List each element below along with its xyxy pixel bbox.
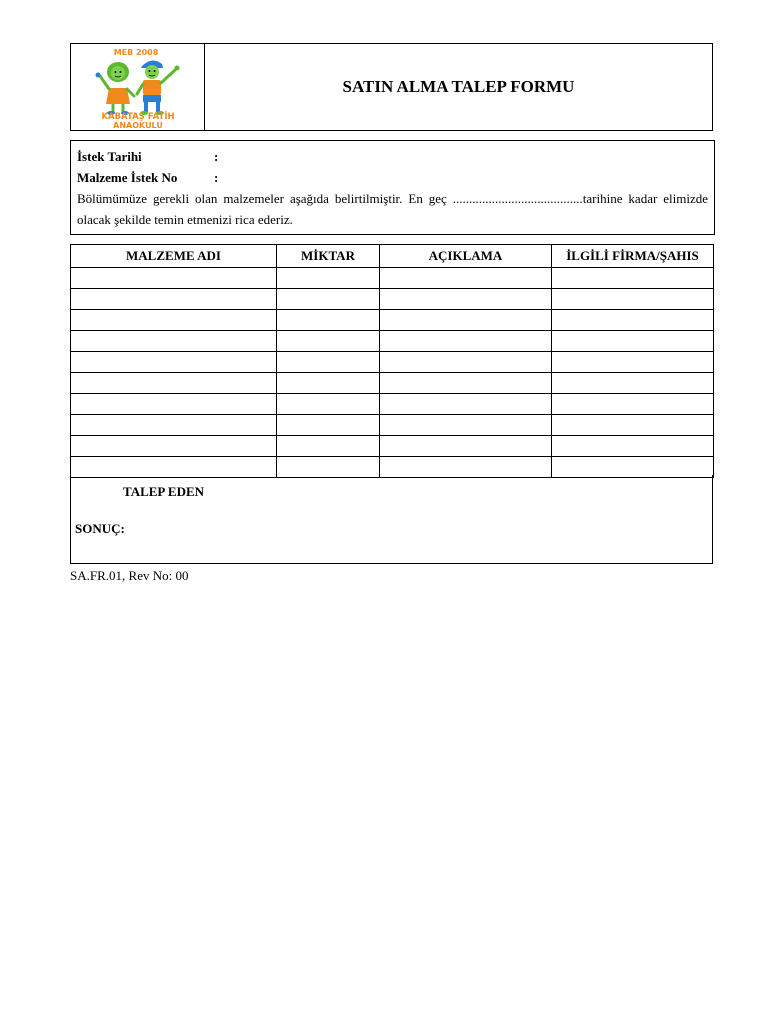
header-related-company: İLGİLİ FİRMA/ŞAHIS xyxy=(552,245,714,268)
table-cell[interactable] xyxy=(380,373,552,394)
table-cell[interactable] xyxy=(71,289,277,310)
table-row xyxy=(71,436,714,457)
table-cell[interactable] xyxy=(277,394,380,415)
table-cell[interactable] xyxy=(552,415,714,436)
table-cell[interactable] xyxy=(71,394,277,415)
request-date-colon: : xyxy=(214,149,219,164)
school-logo-graphic xyxy=(71,44,205,132)
header-description: AÇIKLAMA xyxy=(380,245,552,268)
table-row xyxy=(71,310,714,331)
table-cell[interactable] xyxy=(277,331,380,352)
table-cell[interactable] xyxy=(71,310,277,331)
boy-figure xyxy=(137,60,180,115)
approval-box xyxy=(70,475,713,564)
table-cell[interactable] xyxy=(552,394,714,415)
logo-top-text: MEB 2008 xyxy=(113,48,159,57)
table-cell[interactable] xyxy=(380,394,552,415)
request-no-colon: : xyxy=(214,170,219,185)
table-cell[interactable] xyxy=(552,373,714,394)
table-cell[interactable] xyxy=(380,415,552,436)
table-cell[interactable] xyxy=(380,289,552,310)
table-cell[interactable] xyxy=(380,310,552,331)
table-cell[interactable] xyxy=(71,415,277,436)
form-code: SA.FR.01, Rev No: 00 xyxy=(70,568,189,583)
request-no-label: Malzeme İstek No xyxy=(77,170,178,185)
request-paragraph: Bölümümüze gerekli olan malzemeler aşağıda belirtilmiştir. En geç ........................................tarihine kadar elimizde olacak şekilde temin etmenizi rica ederiz. xyxy=(77,191,708,227)
request-date-label: İstek Tarihi xyxy=(77,149,142,164)
table-cell[interactable] xyxy=(71,373,277,394)
table-row xyxy=(71,373,714,394)
request-date-row xyxy=(77,146,708,167)
table-cell[interactable] xyxy=(277,352,380,373)
table-row xyxy=(71,415,714,436)
table-cell[interactable] xyxy=(277,310,380,331)
logo-name-line1: KABATAŞ FATİH xyxy=(101,112,175,122)
request-no-row xyxy=(77,167,708,188)
table-cell[interactable] xyxy=(552,289,714,310)
table-cell[interactable] xyxy=(71,268,277,289)
form-title: SATIN ALMA TALEP FORMU xyxy=(342,77,575,96)
requester-label: TALEP EDEN xyxy=(123,484,205,499)
table-header-row xyxy=(71,245,714,268)
form-header xyxy=(70,43,713,131)
table-cell[interactable] xyxy=(277,415,380,436)
table-row xyxy=(71,268,714,289)
table-cell[interactable] xyxy=(71,436,277,457)
table-cell[interactable] xyxy=(277,373,380,394)
table-row xyxy=(71,394,714,415)
table-cell[interactable] xyxy=(380,268,552,289)
request-info-box xyxy=(70,140,715,235)
table-cell[interactable] xyxy=(380,352,552,373)
table-cell[interactable] xyxy=(380,331,552,352)
table-row xyxy=(71,289,714,310)
table-cell[interactable] xyxy=(71,352,277,373)
materials-table xyxy=(70,244,714,478)
table-row xyxy=(71,352,714,373)
table-cell[interactable] xyxy=(277,268,380,289)
girl-figure xyxy=(96,62,135,115)
table-cell[interactable] xyxy=(277,436,380,457)
table-cell[interactable] xyxy=(277,289,380,310)
table-cell[interactable] xyxy=(552,436,714,457)
header-quantity: MİKTAR xyxy=(277,245,380,268)
table-cell[interactable] xyxy=(552,331,714,352)
result-label: SONUÇ: xyxy=(75,521,125,536)
table-cell[interactable] xyxy=(552,310,714,331)
table-cell[interactable] xyxy=(71,331,277,352)
header-material-name: MALZEME ADI xyxy=(71,245,277,268)
logo-name-line2: ANAOKULU xyxy=(113,121,163,130)
table-cell[interactable] xyxy=(552,268,714,289)
table-cell[interactable] xyxy=(552,352,714,373)
table-row xyxy=(71,331,714,352)
school-logo xyxy=(71,44,205,130)
table-cell[interactable] xyxy=(380,436,552,457)
